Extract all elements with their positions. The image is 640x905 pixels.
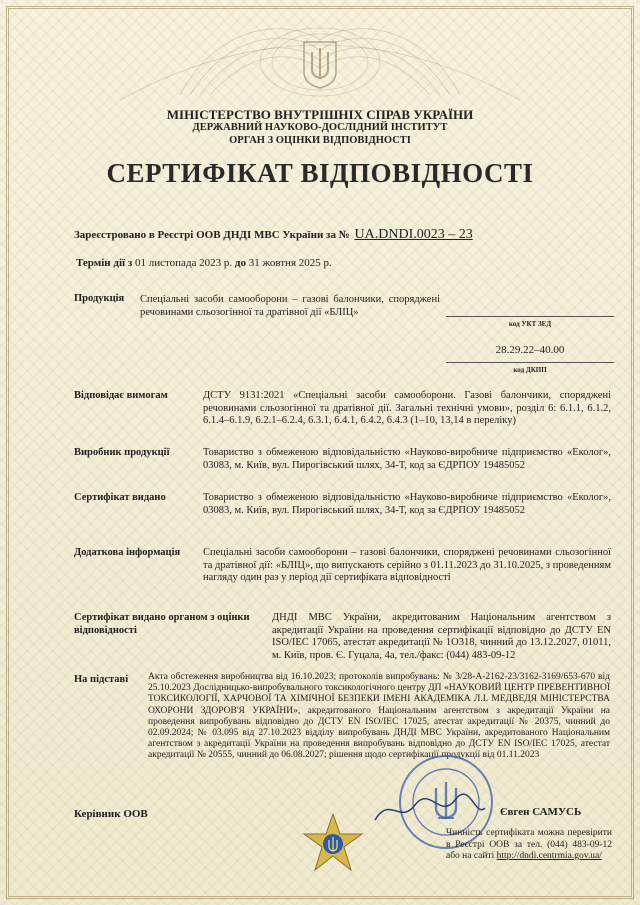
validity-from-word: з (127, 257, 133, 269)
requirements-label: Відповідає вимогам (74, 390, 168, 401)
ministry-heading: МІНІСТЕРСТВО ВНУТРІШНІХ СПРАВ УКРАЇНИ (166, 107, 474, 122)
basis-label: На підставі (74, 674, 129, 685)
validity-to: 31 жовтня 2025 р. (248, 257, 332, 269)
manufacturer-text: Товариство з обмеженою відповідальністю «Науково-виробниче підприємство «Еколог», 03083, м. Київ, вул. Пирогівський шлях, 34-Т, код за ЄДРПОУ 19485052 (203, 447, 611, 471)
body-heading: ОРГАН З ОЦІНКИ ВІДПОВІДНОСТІ (229, 135, 411, 146)
verify-text: Чинність сертифіката можна перевірити в Реєстрі ООВ за тел. (044) 483-09-12 або на сайті (446, 828, 612, 861)
dkpp-line (446, 362, 614, 363)
signatory-role: Керівник ООВ (74, 808, 148, 820)
product-label: Продукція (74, 293, 125, 304)
trident-emblem-icon (300, 38, 340, 90)
verify-url-link[interactable]: http://dndi.centrmia.gov.ua/ (496, 851, 602, 861)
registration-label: Зареєстровано в Реєстрі ООВ ДНДІ МВС України за № (74, 229, 350, 241)
requirements-text: ДСТУ 9131:2021 «Спеціальні засоби самооборони. Газові балончики, споряджені речовинами сльозогінної та дратівної дії. Загальні технічні умови», розділ 6: 6.1.1, 6.1.2, 6.1.4–6.1.9, 6.2.1–6.2.4, 6.3.1, 6.4.1, 6.4.2, 6.4.3 (1–10, 13,14 в переліку) (203, 390, 611, 426)
basis-text: Акта обстеження виробництва від 16.10.2023; протоколів випробувань: № 3/28-А-2162-23/3162-3169/653-670 від 25.10.2023 Дослідницько-випробувального токсикологічного центру ДП «НАУКОВИЙ ЦЕНТР ПРЕВЕНТИВНОЇ ТОКСИКОЛОГІЇ, ХАРЧОВОЇ ТА ХІМІЧНОЇ БЕЗПЕКИ ІМЕНІ АКАДЕМІКА Л.І. МЕДВЕДЯ МІНІСТЕРСТВА ОХОРОНИ ЗДОРОВ'Я УКРАЇНИ», акредитованого Національним агентством з акредитації України на проведення випробувань відповідно до ДСТУ EN ISO/IEC 17025, атестат акредитації № 20375, чинний до 02.09.2024; № 03.095 від 27.10.2023 відділу випробувань ДНДІ МВС України, акредитованого Національним агентством з акредитації України на проведення випробувань відповідно до ДСТУ EN ISO/IEC 17025, атестат акредитації № 20555, чинний до 06.08.2027; рішення щодо сертифікації продукції від 01.11.2023 (148, 672, 610, 761)
ministry-medal-icon (300, 812, 366, 878)
validity-to-word: до (234, 257, 246, 269)
dkpp-label: код ДКПП (513, 366, 547, 374)
additional-label: Додаткова інформація (74, 547, 181, 558)
uktzed-line (446, 316, 614, 317)
issued-to-label: Сертифікат видано (74, 492, 166, 503)
issued-to-text: Товариство з обмеженою відповідальністю «Науково-виробниче підприємство «Еколог», 03083, м. Київ, вул. Пирогівський шлях, 34-Т, код за ЄДРПОУ 19485052 (203, 492, 611, 516)
registration-line (74, 227, 473, 243)
dkpp-value: 28.29.22–40.00 (495, 344, 565, 356)
validity-from: 01 листопада 2023 р. (135, 257, 233, 269)
additional-text: Спеціальні засоби самооборони – газові балончики, споряджені речовинами сльозогінної та дратівної дії: «БЛІЦ», що випускають серійно з 01.11.2023 до 31.10.2025, з проведенням нагляду один раз у період дії сертифіката відповідності (203, 547, 611, 583)
product-text: Спеціальні засоби самооборони – газові балончики, споряджені речовинами сльозогінної та дратівної дії «БЛІЦ» (140, 294, 440, 318)
issuer-text: ДНДІ МВС України, акредитованим Національним агентством з акредитації України на проведення сертифікації відповідно до ДСТУ EN ISO/IEC 17065, атестат акредитації № 1О318, чинний до 13.12.2027, 01011, м. Київ, пров. Є. Гуцала, 4а, тел./факс: (044) 483-09-12 (272, 612, 611, 661)
issuer-label: Сертифікат видано органом з оцінки відповідності (74, 612, 250, 636)
validity-line (76, 257, 332, 269)
institute-heading: ДЕРЖАВНИЙ НАУКОВО-ДОСЛІДНИЙ ІНСТИТУТ (192, 122, 448, 133)
certificate-title: СЕРТИФІКАТ ВІДПОВІДНОСТІ (106, 158, 534, 188)
manufacturer-label: Виробник продукції (74, 447, 170, 458)
registration-number: UA.DNDI.0023 – 23 (354, 227, 473, 242)
validity-label: Термін дії (76, 257, 126, 269)
signatory-name: Євген САМУСЬ (500, 806, 582, 818)
verify-note (446, 828, 612, 863)
signature-icon (370, 790, 490, 830)
uktzed-label: код УКТ ЗЕД (508, 320, 552, 328)
